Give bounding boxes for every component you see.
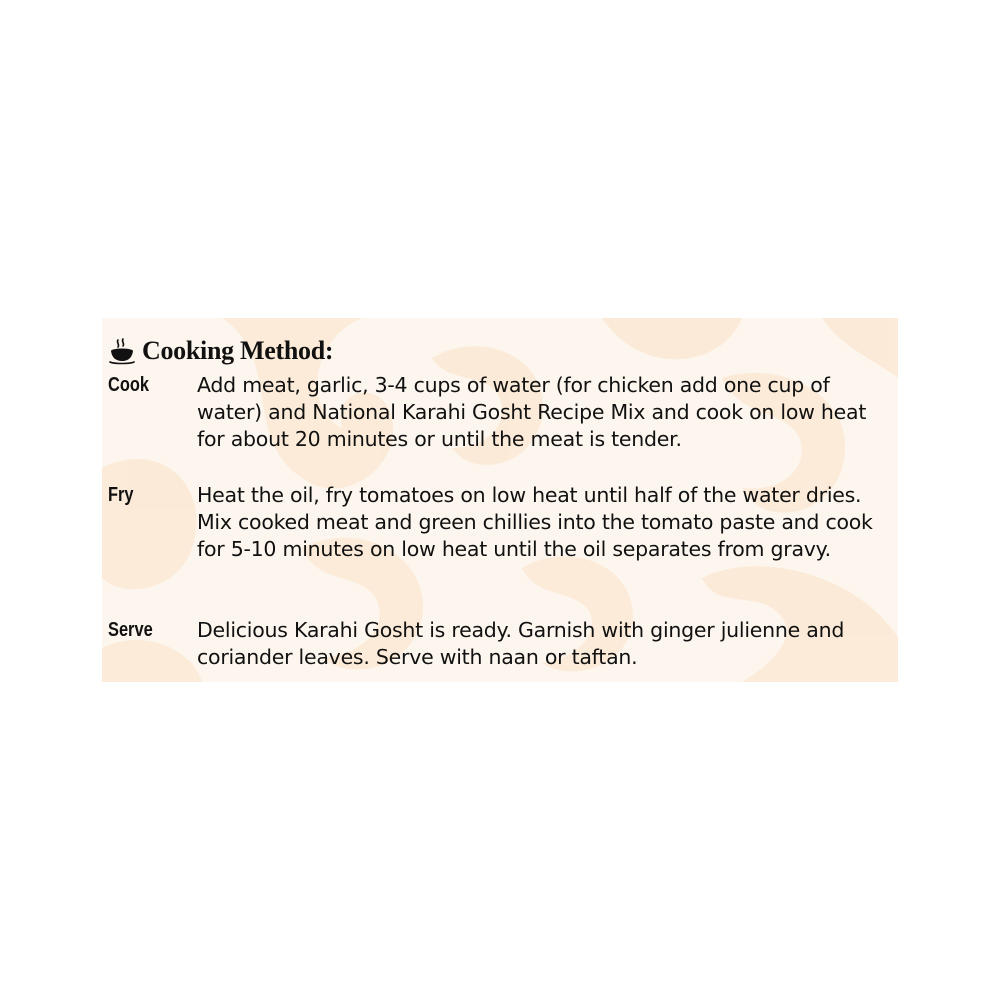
step-label: Serve — [108, 619, 153, 641]
step-text: Heat the oil, fry tomatoes on low heat until half of the water dries. Mix cooked meat and green chillies into the tomato paste and cook for 5-10 minutes on low heat until the oil separates from gravy. — [197, 483, 873, 561]
section-heading — [108, 334, 333, 368]
step-text: Add meat, garlic, 3-4 cups of water (for chicken add one cup of water) and National Karahi Gosht Recipe Mix and cook on low heat for about 20 minutes or until the meat is tender. — [197, 373, 867, 451]
step-serve — [108, 617, 898, 671]
section-title: Cooking Method: — [142, 336, 334, 365]
step-label: Fry — [108, 484, 134, 506]
step-fry — [108, 482, 898, 563]
step-label: Cook — [108, 374, 149, 396]
step-text: Delicious Karahi Gosht is ready. Garnish with ginger julienne and coriander leaves. Serve with naan or taftan. — [197, 618, 845, 669]
step-cook — [108, 372, 898, 453]
steaming-bowl-icon — [108, 337, 136, 365]
